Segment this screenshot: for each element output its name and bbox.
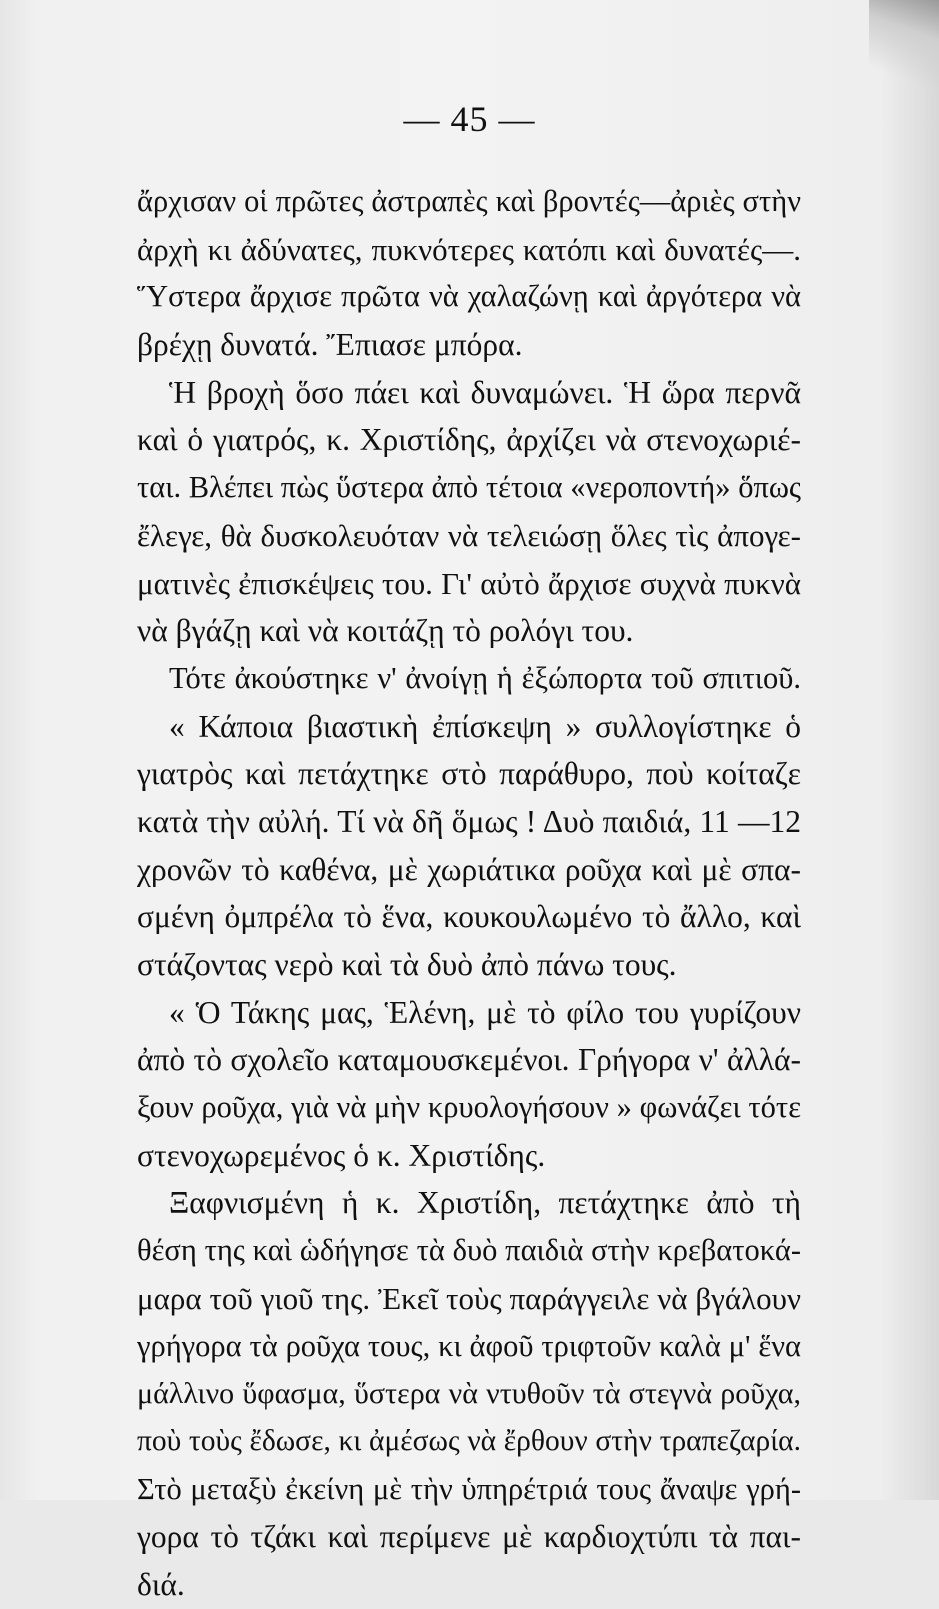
text-line: ται. Βλέπει πὼς ὕστερα ἀπὸ τέτοια «νεροποντή» ὅπως [137, 470, 801, 505]
text-line: στενοχωρεμένος ὁ κ. Χριστίδης. [137, 1137, 546, 1173]
text-line: « Κάποια βιαστικὴ ἐπίσκεψη » συλλογίστηκε ὁ [169, 708, 801, 744]
text-line: βρέχῃ δυνατά. Ἔπιασε μπόρα. [137, 327, 523, 363]
text-line: Ὕστερα ἄρχισε πρῶτα νὰ χαλαζώνῃ καὶ ἀργότερα νὰ [137, 279, 801, 314]
text-line: ἀπὸ τὸ σχολεῖο καταμουσκεμένοι. Γρήγορα ν' ἀλλά- [137, 1042, 801, 1078]
page-edge-shadow [869, 0, 939, 90]
text-line: ματινὲς ἐπισκέψεις του. Γι' αὐτὸ ἄρχισε συχνὰ πυκνὰ [137, 565, 801, 601]
text-line: νὰ βγάζῃ καὶ νὰ κοιτάζῃ τὸ ρολόγι του. [137, 613, 634, 649]
text-line: γρήγορα τὰ ροῦχα τους, κι ἀφοῦ τριφτοῦν καλὰ μ' ἕνα [137, 1328, 801, 1363]
body-text [137, 178, 801, 1609]
text-line: « Ὁ Τάκης μας, Ἑλένη, μὲ τὸ φίλο του γυρίζουν [169, 994, 801, 1030]
text-line: γιατρὸς καὶ πετάχτηκε στὸ παράθυρο, ποὺ κοίταζε [137, 756, 801, 792]
text-line: Ἡ βροχὴ ὅσο πάει καὶ δυναμώνει. Ἡ ὥρα περνᾶ [169, 374, 801, 410]
text-line: καὶ ὁ γιατρός, κ. Χριστίδης, ἀρχίζει νὰ στενοχωριέ- [137, 422, 801, 458]
text-line: μαρα τοῦ γιοῦ της. Ἐκεῖ τοὺς παράγγειλε νὰ βγάλουν [137, 1280, 801, 1316]
text-line: μάλλινο ὕφασμα, ὕστερα νὰ ντυθοῦν τὰ στεγνὰ ροῦχα, [137, 1377, 801, 1411]
text-line: θέση της καὶ ὡδήγησε τὰ δυὸ παιδιὰ στὴν κρεβατοκά- [137, 1233, 801, 1268]
text-line: ποὺ τοὺς ἔδωσε, κι ἀμέσως νὰ ἔρθουν στὴν τραπεζαρία. [137, 1424, 801, 1457]
text-line: ἀρχὴ κι ἀδύνατες, πυκνότερες κατόπι καὶ δυνατές—. [137, 231, 801, 267]
page-number: — 45 — [403, 99, 536, 139]
text-line: Στὸ μεταξὺ ἐκείνη μὲ τὴν ὑπηρέτριά τους ἄναψε γρή- [137, 1471, 801, 1506]
text-line: Ξαφνισμένη ἡ κ. Χριστίδη, πετάχτηκε ἀπὸ τὴ [169, 1185, 801, 1221]
text-line: Τότε ἀκούστηκε ν' ἀνοίγῃ ἡ ἐξώπορτα τοῦ σπιτιοῦ. [169, 660, 801, 695]
text-line: γορα τὸ τζάκι καὶ περίμενε μὲ καρδιοχτύπι τὰ παι- [137, 1519, 801, 1555]
text-line: ἔλεγε, θὰ δυσκολευόταν νὰ τελειώσῃ ὅλες τὶς ἀπογε- [137, 517, 801, 553]
text-line: διά. [137, 1566, 185, 1602]
text-line: κατὰ τὴν αὐλή. Τί νὰ δῆ ὅμως ! Δυὸ παιδιά, 11 —12 [137, 803, 801, 839]
text-line: σμένη ὀμπρέλα τὸ ἕνα, κουκουλωμένο τὸ ἄλλο, καὶ [137, 899, 801, 935]
text-line: χρονῶν τὸ καθένα, μὲ χωριάτικα ροῦχα καὶ μὲ σπα- [137, 851, 801, 887]
text-line: ξουν ροῦχα, γιὰ νὰ μὴν κρυολογήσουν » φωνάζει τότε [137, 1090, 801, 1125]
text-line: στάζοντας νερὸ καὶ τὰ δυὸ ἀπὸ πάνω τους. [137, 947, 677, 982]
text-line: ἄρχισαν οἱ πρῶτες ἀστραπὲς καὶ βροντές—ἀριὲς στὴν [137, 184, 801, 218]
